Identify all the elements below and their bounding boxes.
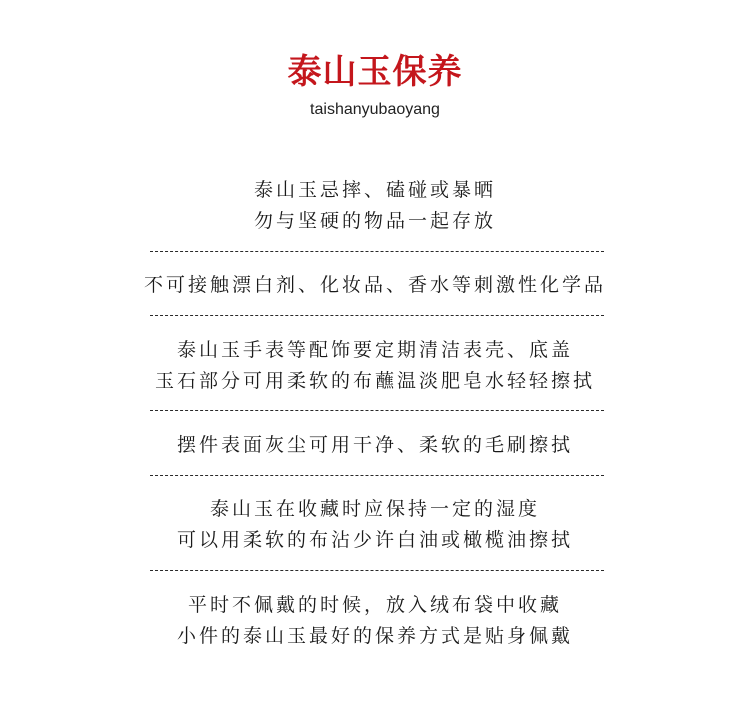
section-3-line-2: 玉石部分可用柔软的布蘸温淡肥皂水轻轻擦拭 — [154, 370, 595, 392]
section-6-line-2: 小件的泰山玉最好的保养方式是贴身佩戴 — [176, 625, 573, 647]
section-divider — [150, 315, 604, 316]
section-2-line-1: 不可接触漂白剂、化妆品、香水等刺激性化学品 — [143, 274, 606, 296]
section-divider — [150, 410, 604, 411]
section-1-line-1: 泰山玉忌摔、磕碰或暴晒 — [253, 179, 496, 201]
page-subtitle-pinyin: taishanyubaoyang — [310, 101, 440, 118]
section-5-line-1: 泰山玉在收藏时应保持一定的湿度 — [209, 498, 540, 520]
section-4-line-1: 摆件表面灰尘可用干净、柔软的毛刷擦拭 — [176, 434, 573, 456]
section-divider — [150, 570, 604, 571]
page-title: 泰山玉保养 — [287, 52, 463, 92]
section-6-line-1: 平时不佩戴的时候，放入绒布袋中收藏 — [187, 594, 562, 616]
section-3-line-1: 泰山玉手表等配饰要定期清洁表壳、底盖 — [176, 339, 573, 361]
section-divider — [150, 251, 604, 252]
section-divider — [150, 475, 604, 476]
section-5-line-2: 可以用柔软的布沾少许白油或橄榄油擦拭 — [176, 529, 573, 551]
section-1-line-2: 勿与坚硬的物品一起存放 — [253, 210, 496, 232]
